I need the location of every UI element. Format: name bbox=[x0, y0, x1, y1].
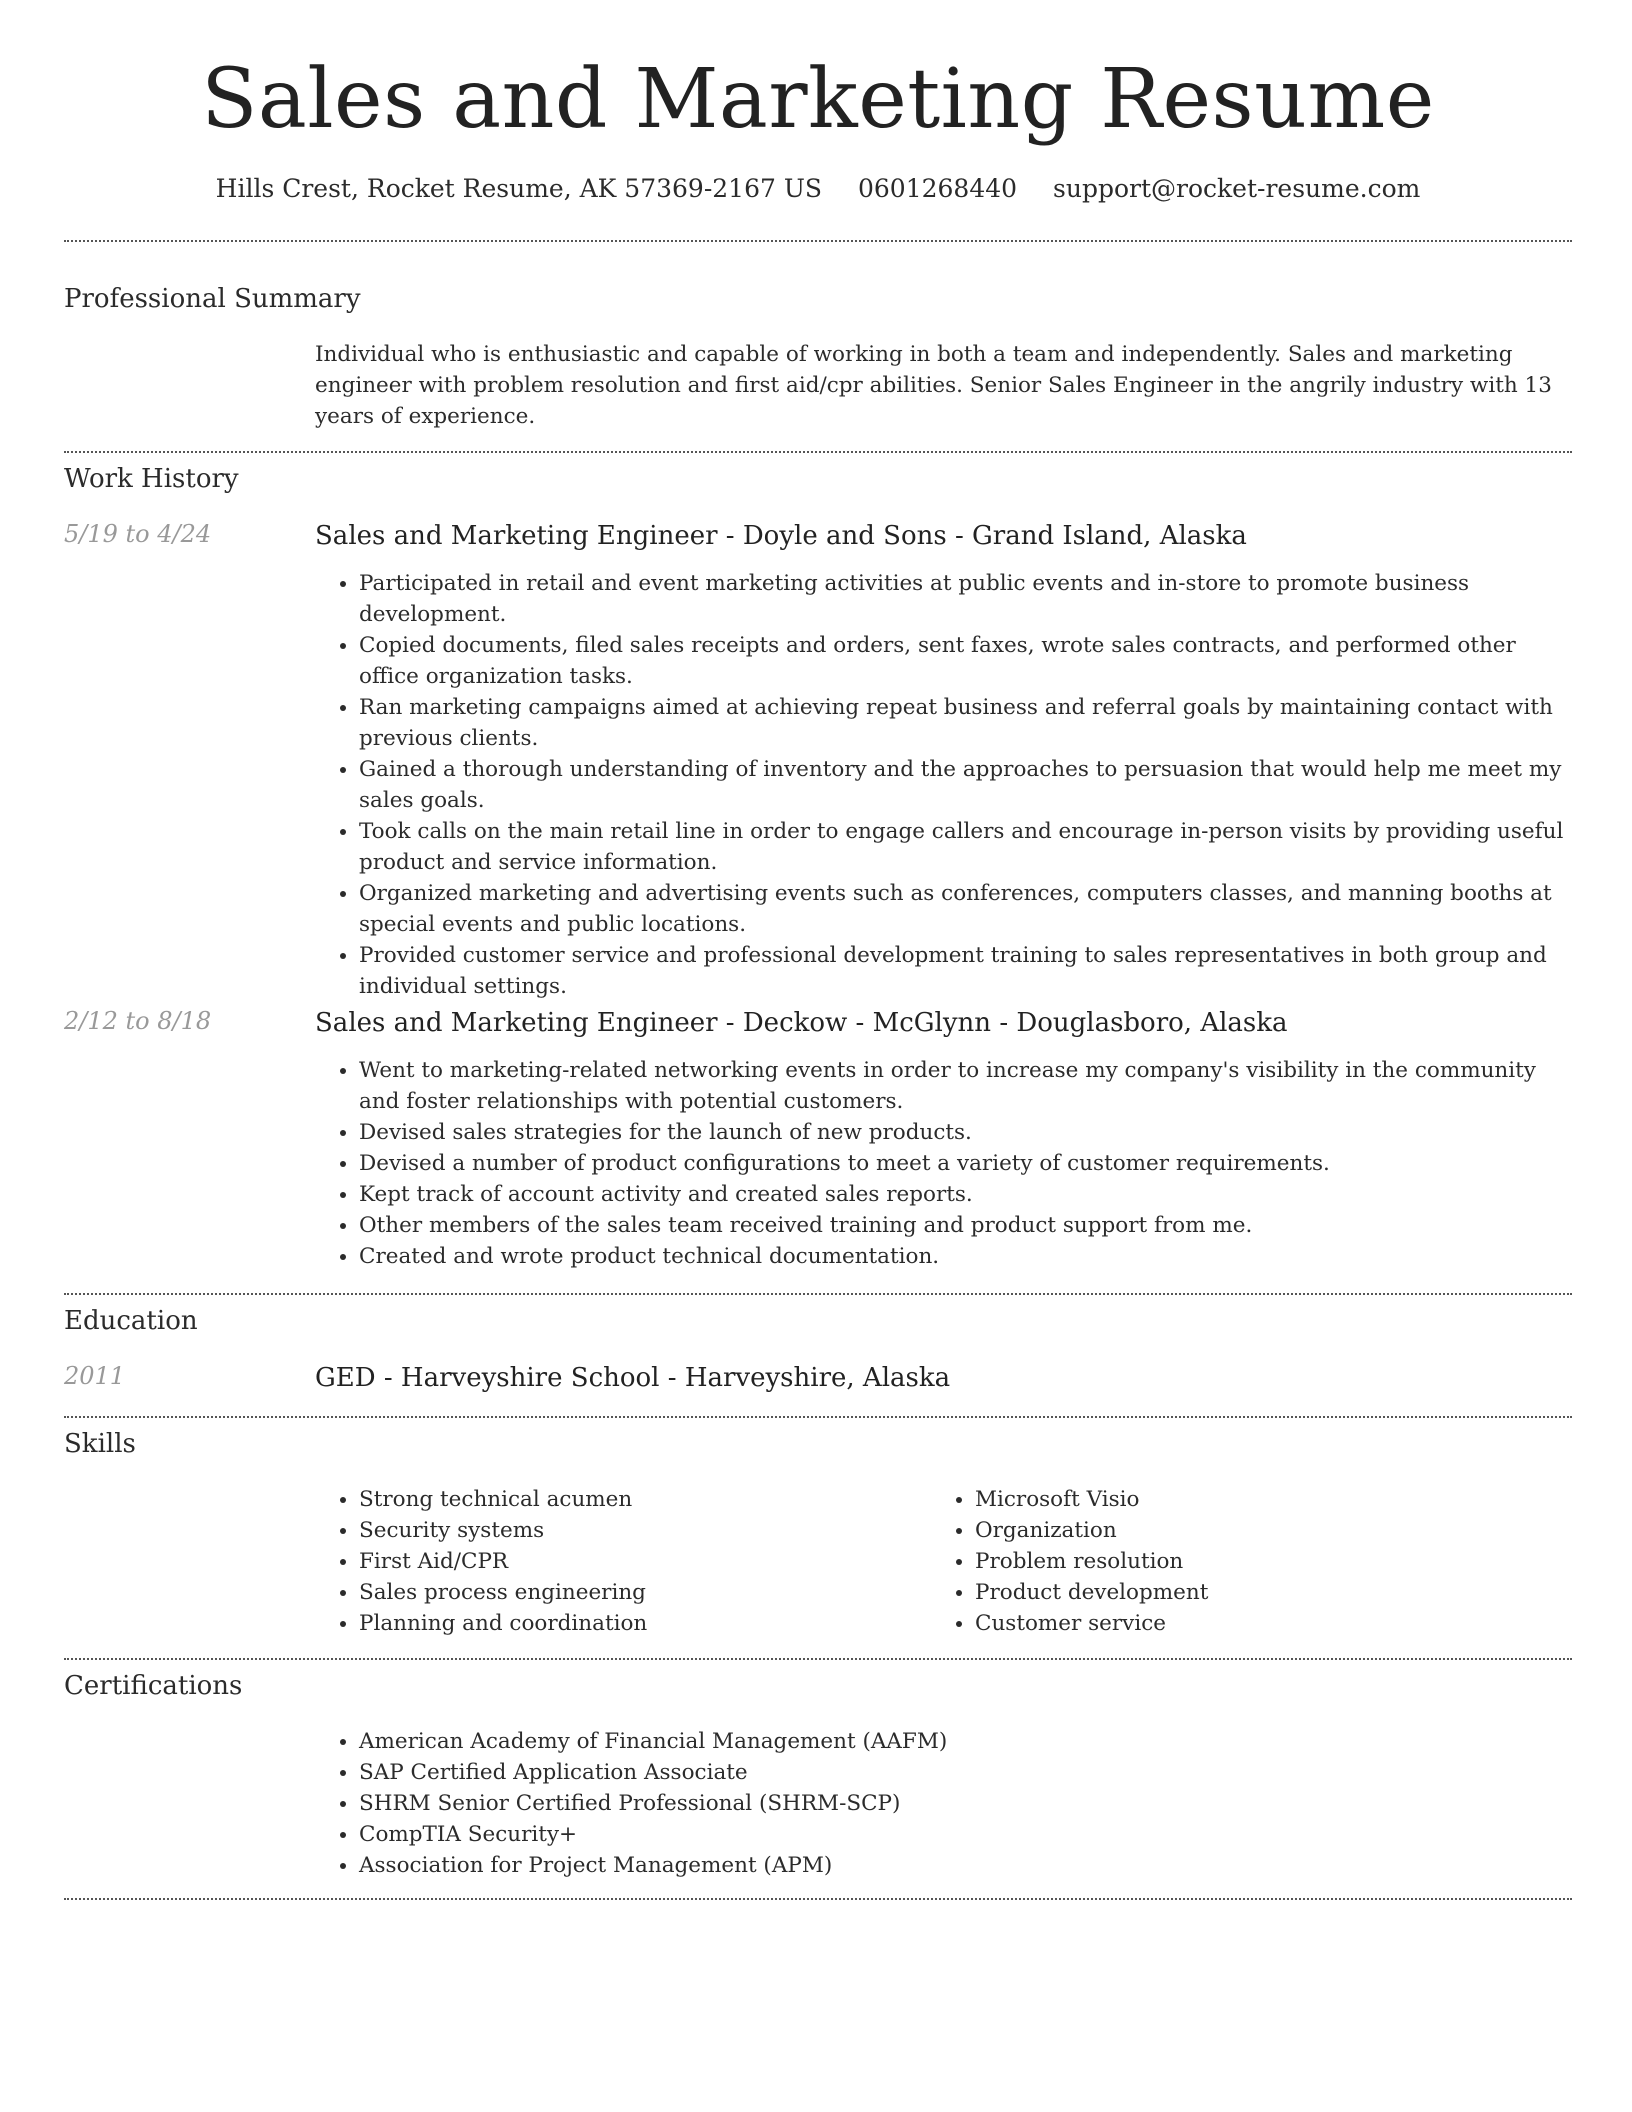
skills-section bbox=[64, 1428, 1572, 1636]
phone: 0601268440 bbox=[858, 174, 1018, 203]
list-item: • Went to marketing-related networking events in order to increase my company's visibility in the community and foster relationships with potential customers. bbox=[359, 1055, 1572, 1117]
address: Hills Crest, Rocket Resume, AK 57369-2167 US bbox=[215, 174, 823, 203]
list-item: • Took calls on the main retail line in order to engage callers and encourage in-person visits by providing useful product and service information. bbox=[359, 816, 1572, 878]
list-item: • Gained a thorough understanding of inventory and the approaches to persuasion that would help me meet my sales goals. bbox=[359, 754, 1572, 816]
job-body bbox=[315, 520, 1572, 1002]
professional-summary-section bbox=[64, 283, 1572, 429]
list-item: • Customer service bbox=[975, 1608, 1575, 1639]
section-divider bbox=[64, 240, 1572, 242]
list-item: • Devised sales strategies for the launch of new products. bbox=[359, 1117, 1572, 1148]
resume-title: Sales and Marketing Resume bbox=[201, 52, 1435, 147]
section-divider bbox=[64, 1293, 1572, 1295]
job-title: Sales and Marketing Engineer - Doyle and Sons - Grand Island, Alaska bbox=[315, 521, 1247, 551]
certifications-section bbox=[64, 1670, 1572, 1878]
education-section bbox=[64, 1305, 1572, 1393]
job-dates: 5/19 to 4/24 bbox=[64, 520, 212, 548]
list-item: • Problem resolution bbox=[975, 1546, 1575, 1577]
list-item: • Devised a number of product configurations to meet a variety of customer requirements. bbox=[359, 1148, 1572, 1179]
list-item: • Other members of the sales team received training and product support from me. bbox=[359, 1210, 1572, 1241]
list-item: • Kept track of account activity and created sales reports. bbox=[359, 1179, 1572, 1210]
certifications-list bbox=[315, 1726, 1572, 1881]
email: support@rocket-resume.com bbox=[1053, 174, 1421, 203]
job-bullets bbox=[315, 1055, 1572, 1272]
contact-line bbox=[64, 174, 1572, 204]
section-heading: Skills bbox=[64, 1429, 136, 1459]
list-item: • SAP Certified Application Associate bbox=[359, 1757, 1572, 1788]
job-body bbox=[315, 1007, 1572, 1272]
education-entry: GED - Harveyshire School - Harveyshire, Alaska bbox=[315, 1363, 951, 1393]
certifications-body bbox=[315, 1726, 1572, 1881]
section-heading: Work History bbox=[64, 464, 239, 494]
list-item: • American Academy of Financial Management (AAFM) bbox=[359, 1726, 1572, 1757]
list-item: • Organized marketing and advertising events such as conferences, computers classes, and manning booths at special events and public locations. bbox=[359, 878, 1572, 940]
list-item: • Created and wrote product technical documentation. bbox=[359, 1241, 1572, 1272]
list-item: • CompTIA Security+ bbox=[359, 1819, 1572, 1850]
skills-list-left bbox=[315, 1484, 959, 1639]
summary-text: Individual who is enthusiastic and capable of working in both a team and independently. Sales and marketing engineer with problem resolution and first aid/cpr abilities. Senior Sales Engineer in the angrily industry with 13 years of experience. bbox=[315, 342, 1552, 429]
list-item: • Strong technical acumen bbox=[359, 1484, 959, 1515]
skills-list-right bbox=[931, 1484, 1575, 1639]
list-item: • Copied documents, filed sales receipts and orders, sent faxes, wrote sales contracts, and performed other office organization tasks. bbox=[359, 630, 1572, 692]
list-item: • Participated in retail and event marketing activities at public events and in-store to promote business development. bbox=[359, 568, 1572, 630]
list-item: • Provided customer service and professional development training to sales representatives in both group and individual settings. bbox=[359, 940, 1572, 1002]
section-heading: Education bbox=[64, 1306, 198, 1336]
list-item: • Microsoft Visio bbox=[975, 1484, 1575, 1515]
job-dates: 2/12 to 8/18 bbox=[64, 1007, 212, 1035]
list-item: • Sales process engineering bbox=[359, 1577, 959, 1608]
list-item: • Association for Project Management (APM) bbox=[359, 1850, 1572, 1881]
list-item: • Product development bbox=[975, 1577, 1575, 1608]
resume-page bbox=[64, 0, 1572, 1878]
list-item: • Security systems bbox=[359, 1515, 959, 1546]
section-divider bbox=[64, 1416, 1572, 1418]
list-item: • Ran marketing campaigns aimed at achieving repeat business and referral goals by maintaining contact with previous clients. bbox=[359, 692, 1572, 754]
section-divider bbox=[64, 1898, 1572, 1900]
section-heading: Professional Summary bbox=[64, 284, 361, 314]
list-item: • Planning and coordination bbox=[359, 1608, 959, 1639]
education-year: 2011 bbox=[64, 1362, 126, 1390]
section-divider bbox=[64, 1658, 1572, 1660]
job-bullets bbox=[315, 568, 1572, 1002]
job-title: Sales and Marketing Engineer - Deckow - McGlynn - Douglasboro, Alaska bbox=[315, 1008, 1288, 1038]
list-item: • SHRM Senior Certified Professional (SHRM-SCP) bbox=[359, 1788, 1572, 1819]
section-heading: Certifications bbox=[64, 1671, 243, 1701]
list-item: • Organization bbox=[975, 1515, 1575, 1546]
list-item: • First Aid/CPR bbox=[359, 1546, 959, 1577]
section-divider bbox=[64, 451, 1572, 453]
work-history-section bbox=[64, 463, 1572, 1269]
